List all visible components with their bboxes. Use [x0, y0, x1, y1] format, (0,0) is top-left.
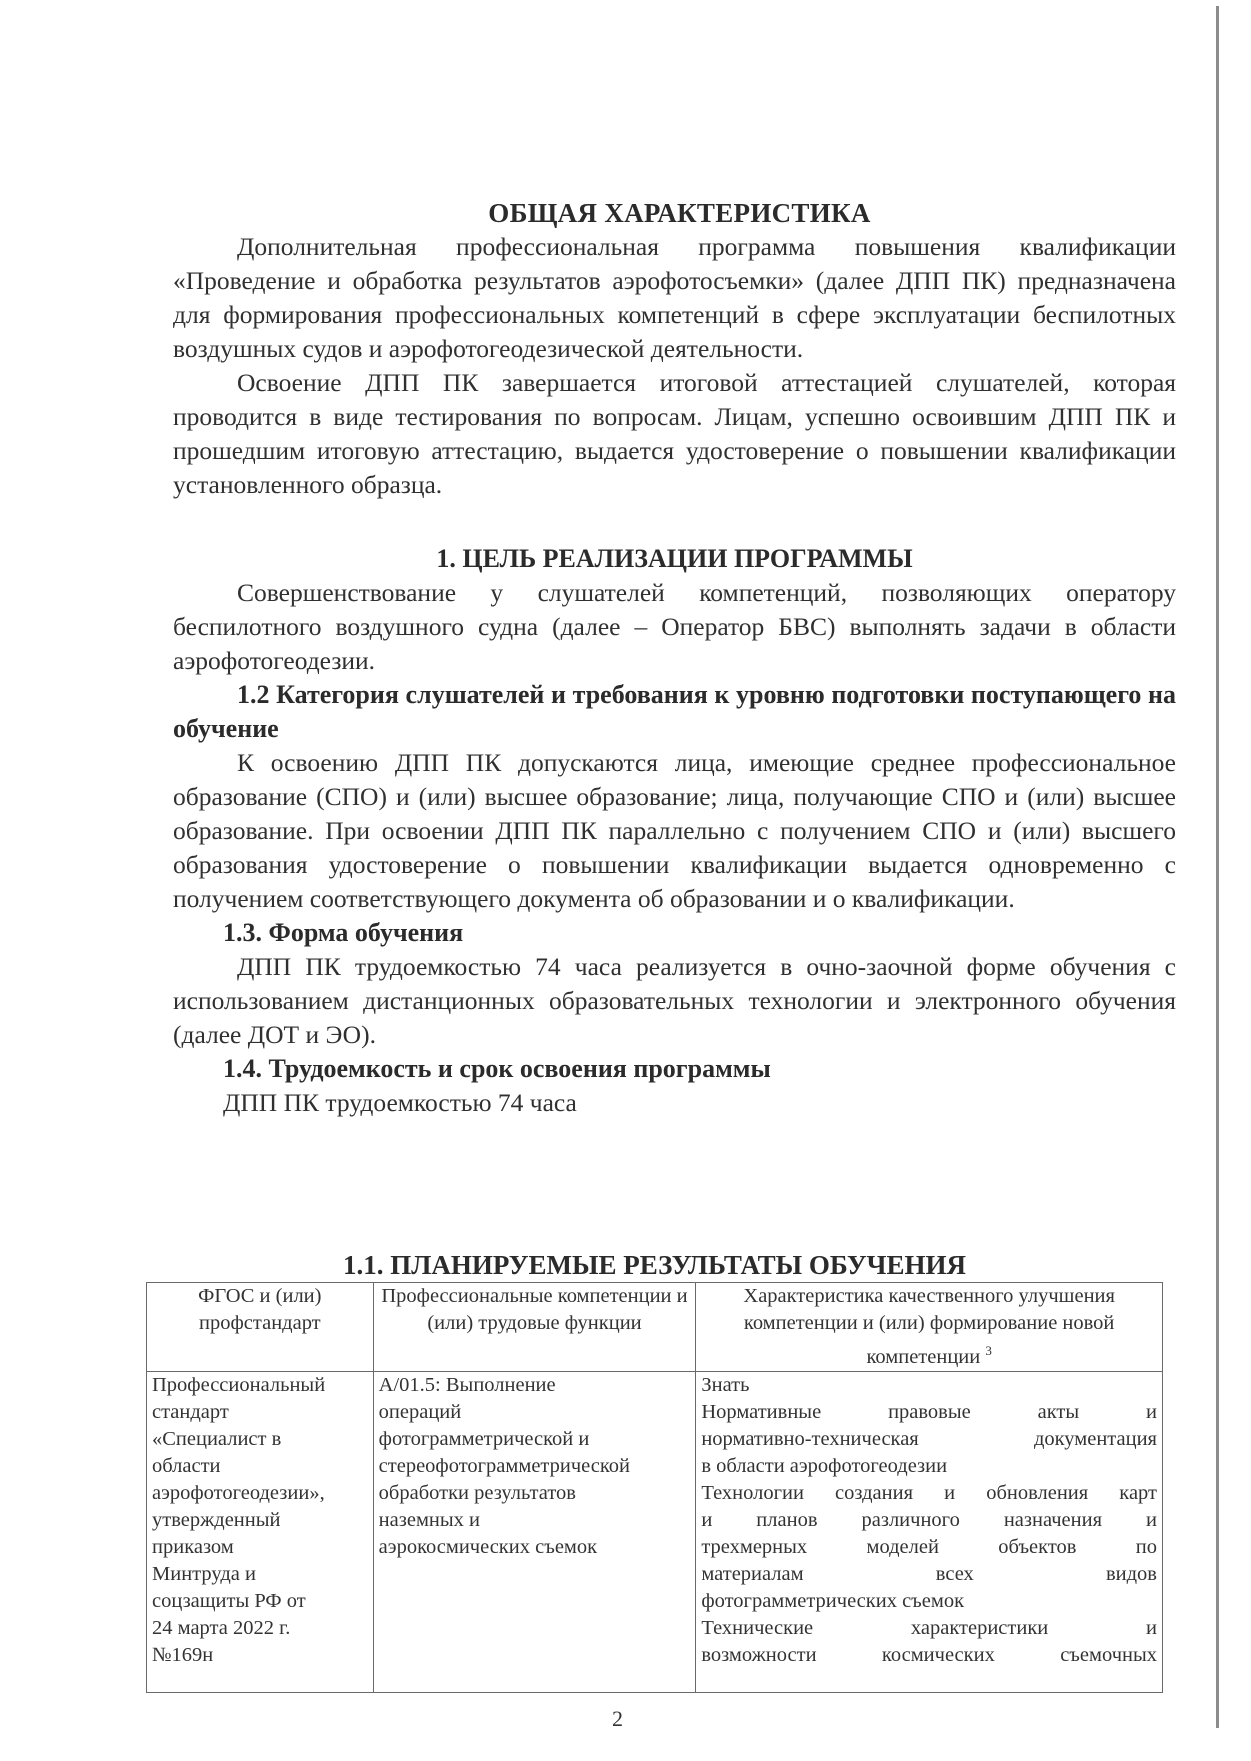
footnote-marker: 3 — [985, 1343, 992, 1358]
section-category-heading: 1.2 Категория слушателей и требования к уровню подготовки поступающего на обучение — [173, 680, 1176, 743]
standard-line: стандарт — [152, 1400, 229, 1423]
document-body — [173, 196, 1176, 1120]
characteristic-line: возможности космических съемочных — [701, 1643, 1157, 1666]
characteristic-line: Нормативные правовые акты и — [701, 1400, 1157, 1423]
standard-line: приказом — [152, 1535, 234, 1558]
cell-function — [373, 1371, 696, 1692]
characteristic-line: материалам всех видов — [701, 1562, 1157, 1585]
characteristic-line: и планов различного назначения и — [701, 1508, 1157, 1531]
section-category-text: К освоению ДПП ПК допускаются лица, имеющие среднее профессиональное образование (СПО) и (или) высшее образование; лица, получающие СПО и (или) высшее образование. При освоении ДПП ПК параллельно с получением СПО и (или) высшего образования удостоверение о повышении квалификации выдается одновременно с получением соответствующего документа об образовании и о квалификации. — [173, 748, 1176, 913]
table-header-row — [147, 1283, 1163, 1372]
document-title: ОБЩАЯ ХАРАКТЕРИСТИКА — [488, 198, 871, 228]
characteristic-line: фотограмметрических съемок — [701, 1589, 965, 1612]
header-characteristic: Характеристика качественного улучшения компетенции и (или) формирование новой компетенции $^3$ — [696, 1283, 1163, 1372]
characteristic-line: в области аэрофотогеодезии — [701, 1454, 948, 1477]
page-edge-line — [1216, 6, 1219, 1728]
function-line: обработки результатов — [378, 1481, 576, 1504]
header-standard: ФГОС и (или) профстандарт — [147, 1283, 374, 1372]
standard-line: Профессиональный — [152, 1373, 326, 1396]
standard-line: аэрофотогеодезии», — [152, 1481, 325, 1504]
table-row — [147, 1371, 1163, 1692]
section-goal-text: Совершенствование у слушателей компетенций, позволяющих оператору беспилотного воздушного судна (далее – Оператор БВС) выполнять задачи в области аэрофотогеодезии. — [173, 578, 1176, 675]
function-line: фотограмметрической и — [378, 1427, 590, 1450]
page-number: 2 — [612, 1706, 623, 1731]
header-competencies: Профессиональные компетенции и (или) трудовые функции — [373, 1283, 696, 1372]
cell-characteristic — [696, 1371, 1163, 1692]
cell-standard — [147, 1371, 374, 1692]
standard-line: утвержденный — [152, 1508, 281, 1531]
results-table — [146, 1282, 1163, 1693]
standard-line: Минтруда и — [152, 1562, 256, 1585]
intro-paragraph-1: Дополнительная профессиональная программа повышения квалификации «Проведение и обработка результатов аэрофотосъемки» (далее ДПП ПК) предназначена для формирования профессиональных компетенций в сфере эксплуатации беспилотных воздушных судов и аэрофотогеодезической деятельности. — [173, 232, 1176, 363]
section-goal-heading: 1. ЦЕЛЬ РЕАЛИЗАЦИИ ПРОГРАММЫ — [436, 544, 913, 573]
characteristic-label: Знать — [701, 1373, 750, 1396]
standard-line: 24 марта 2022 г. — [152, 1616, 291, 1639]
section-form-heading: 1.3. Форма обучения — [223, 918, 464, 947]
standard-line: области — [152, 1454, 221, 1477]
characteristic-line: Технологии создания и обновления карт — [701, 1481, 1157, 1504]
function-line: А/01.5: Выполнение — [378, 1373, 556, 1396]
section-form-text: ДПП ПК трудоемкостью 74 часа реализуется в очно-заочной форме обучения с использованием дистанционных образовательных технологии и электронного обучения (далее ДОТ и ЭО). — [173, 952, 1176, 1049]
intro-paragraph-2: Освоение ДПП ПК завершается итоговой аттестацией слушателей, которая проводится в виде тестирования по вопросам. Лицам, успешно освоившим ДПП ПК и прошедшим итоговую аттестацию, выдается удостоверение о повышении квалификации установленного образца. — [173, 368, 1176, 499]
characteristic-line: трехмерных моделей объектов по — [701, 1535, 1157, 1558]
results-table-title: 1.1. ПЛАНИРУЕМЫЕ РЕЗУЛЬТАТЫ ОБУЧЕНИЯ — [343, 1250, 966, 1280]
standard-line: соцзащиты РФ от — [152, 1589, 306, 1612]
characteristic-line: Технические характеристики и — [701, 1616, 1157, 1639]
function-line: стереофотограмметрической — [378, 1454, 631, 1477]
standard-line: №169н — [152, 1643, 214, 1666]
function-line: операций — [378, 1400, 462, 1423]
standard-line: «Специалист в — [152, 1427, 282, 1450]
characteristic-line: нормативно-техническая документация — [701, 1427, 1157, 1450]
section-duration-heading: 1.4. Трудоемкость и срок освоения программы — [223, 1054, 771, 1083]
section-duration-text: ДПП ПК трудоемкостью 74 часа — [223, 1088, 577, 1117]
function-line: аэрокосмических съемок — [378, 1535, 598, 1558]
function-line: наземных и — [378, 1508, 481, 1531]
